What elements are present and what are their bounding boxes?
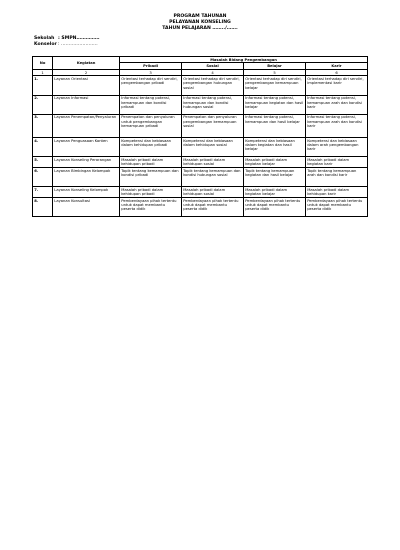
table-row xyxy=(33,157,368,168)
table-row xyxy=(33,138,368,157)
cell-karir: Masalah pribadi dalam kegiatan karir xyxy=(306,157,368,168)
row-kegiatan: Layanan Penempatan/Penyaluran xyxy=(53,114,120,137)
index-cell: 3 xyxy=(120,69,182,75)
document-title xyxy=(32,14,368,32)
cell-karir: Pemberdayaan pihak tertentu untuk dapat membantu peserta didik xyxy=(306,197,368,216)
konselor-label: Konselor xyxy=(34,42,57,47)
cell-sosial: Informasi tentang potensi, kemampuan dan kondisi hubungan sosial xyxy=(182,95,244,114)
cell-pribadi: Informasi tentang potensi, kemampuan dan kondisi pribadi xyxy=(120,95,182,114)
title-line-3: TAHUN PELAJARAN ……../……. xyxy=(162,26,238,31)
row-number: 4. xyxy=(33,138,53,157)
header-sosial: Sosial xyxy=(182,63,244,69)
konselor-value: : …………………… xyxy=(58,42,98,47)
cell-sosial: Penempatan dan penyaluran pengembangan kemampuan sosial xyxy=(182,114,244,137)
header-belajar: Belajar xyxy=(244,63,306,69)
cell-belajar: Informasi tentang potensi, kemampuan kegiatan dan hasil belajar xyxy=(244,95,306,114)
index-cell: 2 xyxy=(53,69,120,75)
document-meta xyxy=(34,36,368,48)
header-pribadi: Pribadi xyxy=(120,63,182,69)
row-kegiatan: Layanan Konsultasi xyxy=(53,197,120,216)
cell-karir: Topik tentang kemampuan arah dan kondisi karir xyxy=(306,167,368,186)
header-kegiatan: Kegiatan xyxy=(53,57,120,70)
cell-sosial: Topik tentang kemampuan dan kondisi hubungan sosial xyxy=(182,167,244,186)
cell-karir: Informasi tentang potensi, kemampuan arah dan kondisi karir xyxy=(306,114,368,137)
table-row xyxy=(33,114,368,137)
cell-belajar: Masalah pribadi dalam kegiatan belajar xyxy=(244,157,306,168)
index-cell: 6 xyxy=(306,69,368,75)
cell-karir: Informasi tentang potensi, kemampuan arah dan kondisi karir xyxy=(306,95,368,114)
index-cell: 4 xyxy=(182,69,244,75)
cell-belajar: Orientasi terhadap diri sendiri, pengembangan kemampuan belajar xyxy=(244,76,306,95)
cell-pribadi: Topik tentang kemampuan dan kondisi pribadi xyxy=(120,167,182,186)
row-kegiatan: Layanan Penguasaan Konten xyxy=(53,138,120,157)
cell-belajar: Masalah pribadi dalam kegiatan belajar xyxy=(244,187,306,198)
row-kegiatan: Layanan Orientasi xyxy=(53,76,120,95)
cell-sosial: Kompetensi dan kebiasaan dalam kehidupan sosial xyxy=(182,138,244,157)
table-row xyxy=(33,95,368,114)
cell-belajar: Informasi tentang potensi, kemampuan dan hasil belajar xyxy=(244,114,306,137)
cell-sosial: Pemberdayaan pihak tertentu untuk dapat membantu peserta didik xyxy=(182,197,244,216)
cell-pribadi: Masalah pribadi dalam kehidupan pribadi xyxy=(120,157,182,168)
row-number: 2. xyxy=(33,95,53,114)
row-number: 7. xyxy=(33,187,53,198)
index-cell: 1 xyxy=(33,69,53,75)
row-kegiatan: Layanan Konseling Perorangan xyxy=(53,157,120,168)
table-row xyxy=(33,187,368,198)
program-table xyxy=(32,56,368,217)
header-no: No xyxy=(33,57,53,70)
document-page xyxy=(32,14,368,217)
cell-belajar: Kompetensi dan kebiasaan dalam kegiatan dan hasil belajar xyxy=(244,138,306,157)
table-row xyxy=(33,167,368,186)
cell-pribadi: Kompetensi dan kebiasaan dalam kehidupan pribadi xyxy=(120,138,182,157)
cell-pribadi: Orientasi terhadap diri sendiri, pengembangan pribadi xyxy=(120,76,182,95)
cell-karir: Orientasi terhadap diri sendiri, implementasi karir xyxy=(306,76,368,95)
title-line-2: PELAYANAN KONSELING xyxy=(169,20,231,25)
cell-pribadi: Masalah pribadi dalam kehidupan pribadi xyxy=(120,187,182,198)
cell-pribadi: Penempatan dan penyaluran untuk pengembangan kemampuan pribadi xyxy=(120,114,182,137)
row-number: 5. xyxy=(33,157,53,168)
header-karir: Karir xyxy=(306,63,368,69)
table-row xyxy=(33,76,368,95)
row-number: 3. xyxy=(33,114,53,137)
sekolah-value: : SMPN…………… xyxy=(58,36,100,41)
row-kegiatan: Layanan Bimbingan Kelompok xyxy=(53,167,120,186)
cell-sosial: Masalah pribadi dalam kehidupan sosial xyxy=(182,157,244,168)
row-number: 6. xyxy=(33,167,53,186)
index-cell: 5 xyxy=(244,69,306,75)
cell-pribadi: Pemberdayaan pihak tertentu untuk dapat membantu peserta didik xyxy=(120,197,182,216)
sekolah-label: Sekolah xyxy=(34,36,55,41)
cell-belajar: Pemberdayaan pihak tertentu untuk dapat membantu peserta didik xyxy=(244,197,306,216)
title-line-1: PROGRAM TAHUNAN xyxy=(173,14,227,19)
cell-belajar: Topik tentang kemampuan kegiatan dan hasil belajar xyxy=(244,167,306,186)
meta-konselor xyxy=(34,42,368,48)
cell-sosial: Masalah pribadi dalam kehidupan sosial xyxy=(182,187,244,198)
table-row xyxy=(33,197,368,216)
row-kegiatan: Layanan Informasi xyxy=(53,95,120,114)
cell-karir: Kompetensi dan kebiasaan dalam arah pengembangan karir xyxy=(306,138,368,157)
row-kegiatan: Layanan Konseling Kelompok xyxy=(53,187,120,198)
cell-karir: Masalah pribadi dalam kehidupan karir xyxy=(306,187,368,198)
row-number: 1. xyxy=(33,76,53,95)
row-number: 8. xyxy=(33,197,53,216)
header-masalah-bidang: Masalah Bidang Pengembangan xyxy=(120,57,368,63)
cell-sosial: Orientasi terhadap diri sendiri, pengembangan hubungan sosial xyxy=(182,76,244,95)
